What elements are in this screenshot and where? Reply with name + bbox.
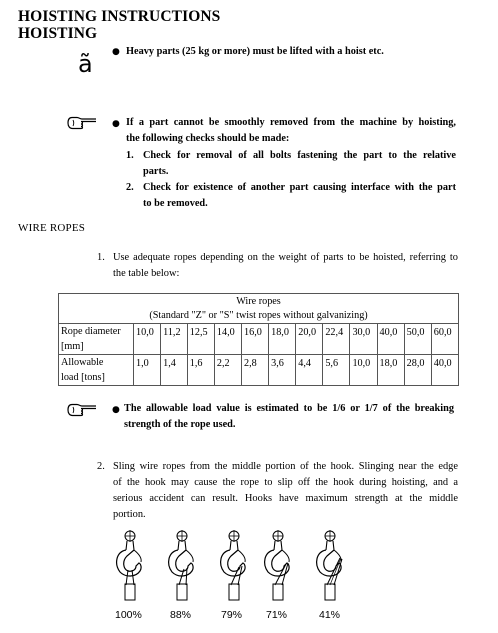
row-label-load [59, 355, 134, 386]
bullet-icon: ● [112, 405, 120, 415]
item-2-line3: serious accident can result. Hooks have maximum strength at the middle [113, 493, 458, 504]
hook-strength-label: 71% [266, 609, 288, 621]
item-2-line4: portion. [113, 509, 146, 520]
removal-check-line1: If a part cannot be smoothly removed from the machine by hoisting, [126, 117, 456, 128]
table-row-diameter [59, 324, 459, 355]
diameter-cell: 22,4 [323, 324, 350, 355]
row-label-diameter [59, 324, 134, 355]
diameter-cell: 40,0 [377, 324, 404, 355]
hook-icon [169, 530, 194, 600]
item-1-number: 1. [97, 252, 105, 263]
diameter-cell: 11,2 [161, 324, 188, 355]
removal-check-line2: the following checks should be made: [126, 133, 290, 144]
load-cell: 1,4 [161, 355, 188, 386]
check-2-line1: Check for existence of another part causing interface with the part [143, 182, 456, 193]
load-cell: 28,0 [404, 355, 431, 386]
allowable-load-note-line2: strength of the rope used. [124, 419, 236, 430]
page-title: HOISTING INSTRUCTIONS [18, 8, 221, 25]
section-title-hoisting: HOISTING [18, 25, 98, 42]
hook-icon [317, 530, 342, 600]
item-2-line1: Sling wire ropes from the middle portion of the hook. Slinging near the edge [113, 461, 458, 472]
hook-icon [265, 530, 290, 600]
table-header [59, 294, 459, 324]
load-cell: 3,6 [269, 355, 296, 386]
table-row-load [59, 355, 459, 386]
load-cell: 1,0 [134, 355, 161, 386]
wire-rope-table [58, 293, 459, 386]
diameter-cell: 18,0 [269, 324, 296, 355]
row-label-diameter-line2: [mm] [61, 340, 84, 352]
row-label-load-line1: Allowable [61, 357, 104, 368]
pointing-hand-icon [66, 401, 98, 419]
diameter-cell: 10,0 [134, 324, 161, 355]
row-label-diameter-line1: Rope diameter [61, 326, 121, 337]
diameter-cell: 20,0 [296, 324, 323, 355]
heavy-parts-note: Heavy parts (25 kg or more) must be lifted with a hoist etc. [126, 46, 384, 57]
table-header-title: Wire ropes [236, 296, 281, 307]
diameter-cell: 50,0 [404, 324, 431, 355]
check-1-line1: Check for removal of all bolts fastening the part to the relative [143, 150, 456, 161]
hook-icon [117, 530, 142, 600]
wire-ropes-heading: WIRE ROPES [18, 222, 86, 234]
hook-strength-label: 79% [221, 609, 243, 621]
diameter-cell: 60,0 [431, 324, 458, 355]
diameter-cell: 30,0 [350, 324, 377, 355]
bullet-icon: ● [112, 119, 120, 129]
table-header-subtitle: (Standard "Z" or "S" twist ropes without galvanizing) [149, 310, 368, 321]
load-cell: 5,6 [323, 355, 350, 386]
diameter-cell: 12,5 [187, 324, 214, 355]
pointing-hand-icon [66, 114, 98, 132]
row-label-load-line2: load [tons] [61, 371, 105, 383]
item-1-line1: Use adequate ropes depending on the weight of parts to be hoisted, referring to [113, 252, 458, 263]
load-cell: 4,4 [296, 355, 323, 386]
load-cell: 10,0 [350, 355, 377, 386]
load-cell: 40,0 [431, 355, 458, 386]
warning-glyph-icon: ã [78, 50, 93, 78]
hook-strength-label: 100% [115, 609, 142, 621]
load-cell: 18,0 [377, 355, 404, 386]
item-1-line2: the table below: [113, 268, 180, 279]
hook-diagram [100, 528, 370, 608]
hook-strength-label: 88% [170, 609, 192, 621]
check-2-line2: to be removed. [143, 198, 208, 209]
load-cell: 1,6 [187, 355, 214, 386]
bullet-icon: ● [112, 47, 120, 57]
check-2-number: 2. [126, 182, 134, 193]
hook-icon [221, 530, 246, 600]
load-cell: 2,2 [214, 355, 241, 386]
item-2-number: 2. [97, 461, 105, 472]
hook-strength-label: 41% [319, 609, 341, 621]
diameter-cell: 14,0 [214, 324, 241, 355]
item-2-line2: of the hook may cause the rope to slip off the hook during hoisting, and a [113, 477, 458, 488]
load-cell: 2,8 [242, 355, 269, 386]
diameter-cell: 16,0 [242, 324, 269, 355]
allowable-load-note-line1: The allowable load value is estimated to be 1/6 or 1/7 of the breaking [124, 403, 454, 414]
check-1-line2: parts. [143, 166, 169, 177]
check-1-number: 1. [126, 150, 134, 161]
